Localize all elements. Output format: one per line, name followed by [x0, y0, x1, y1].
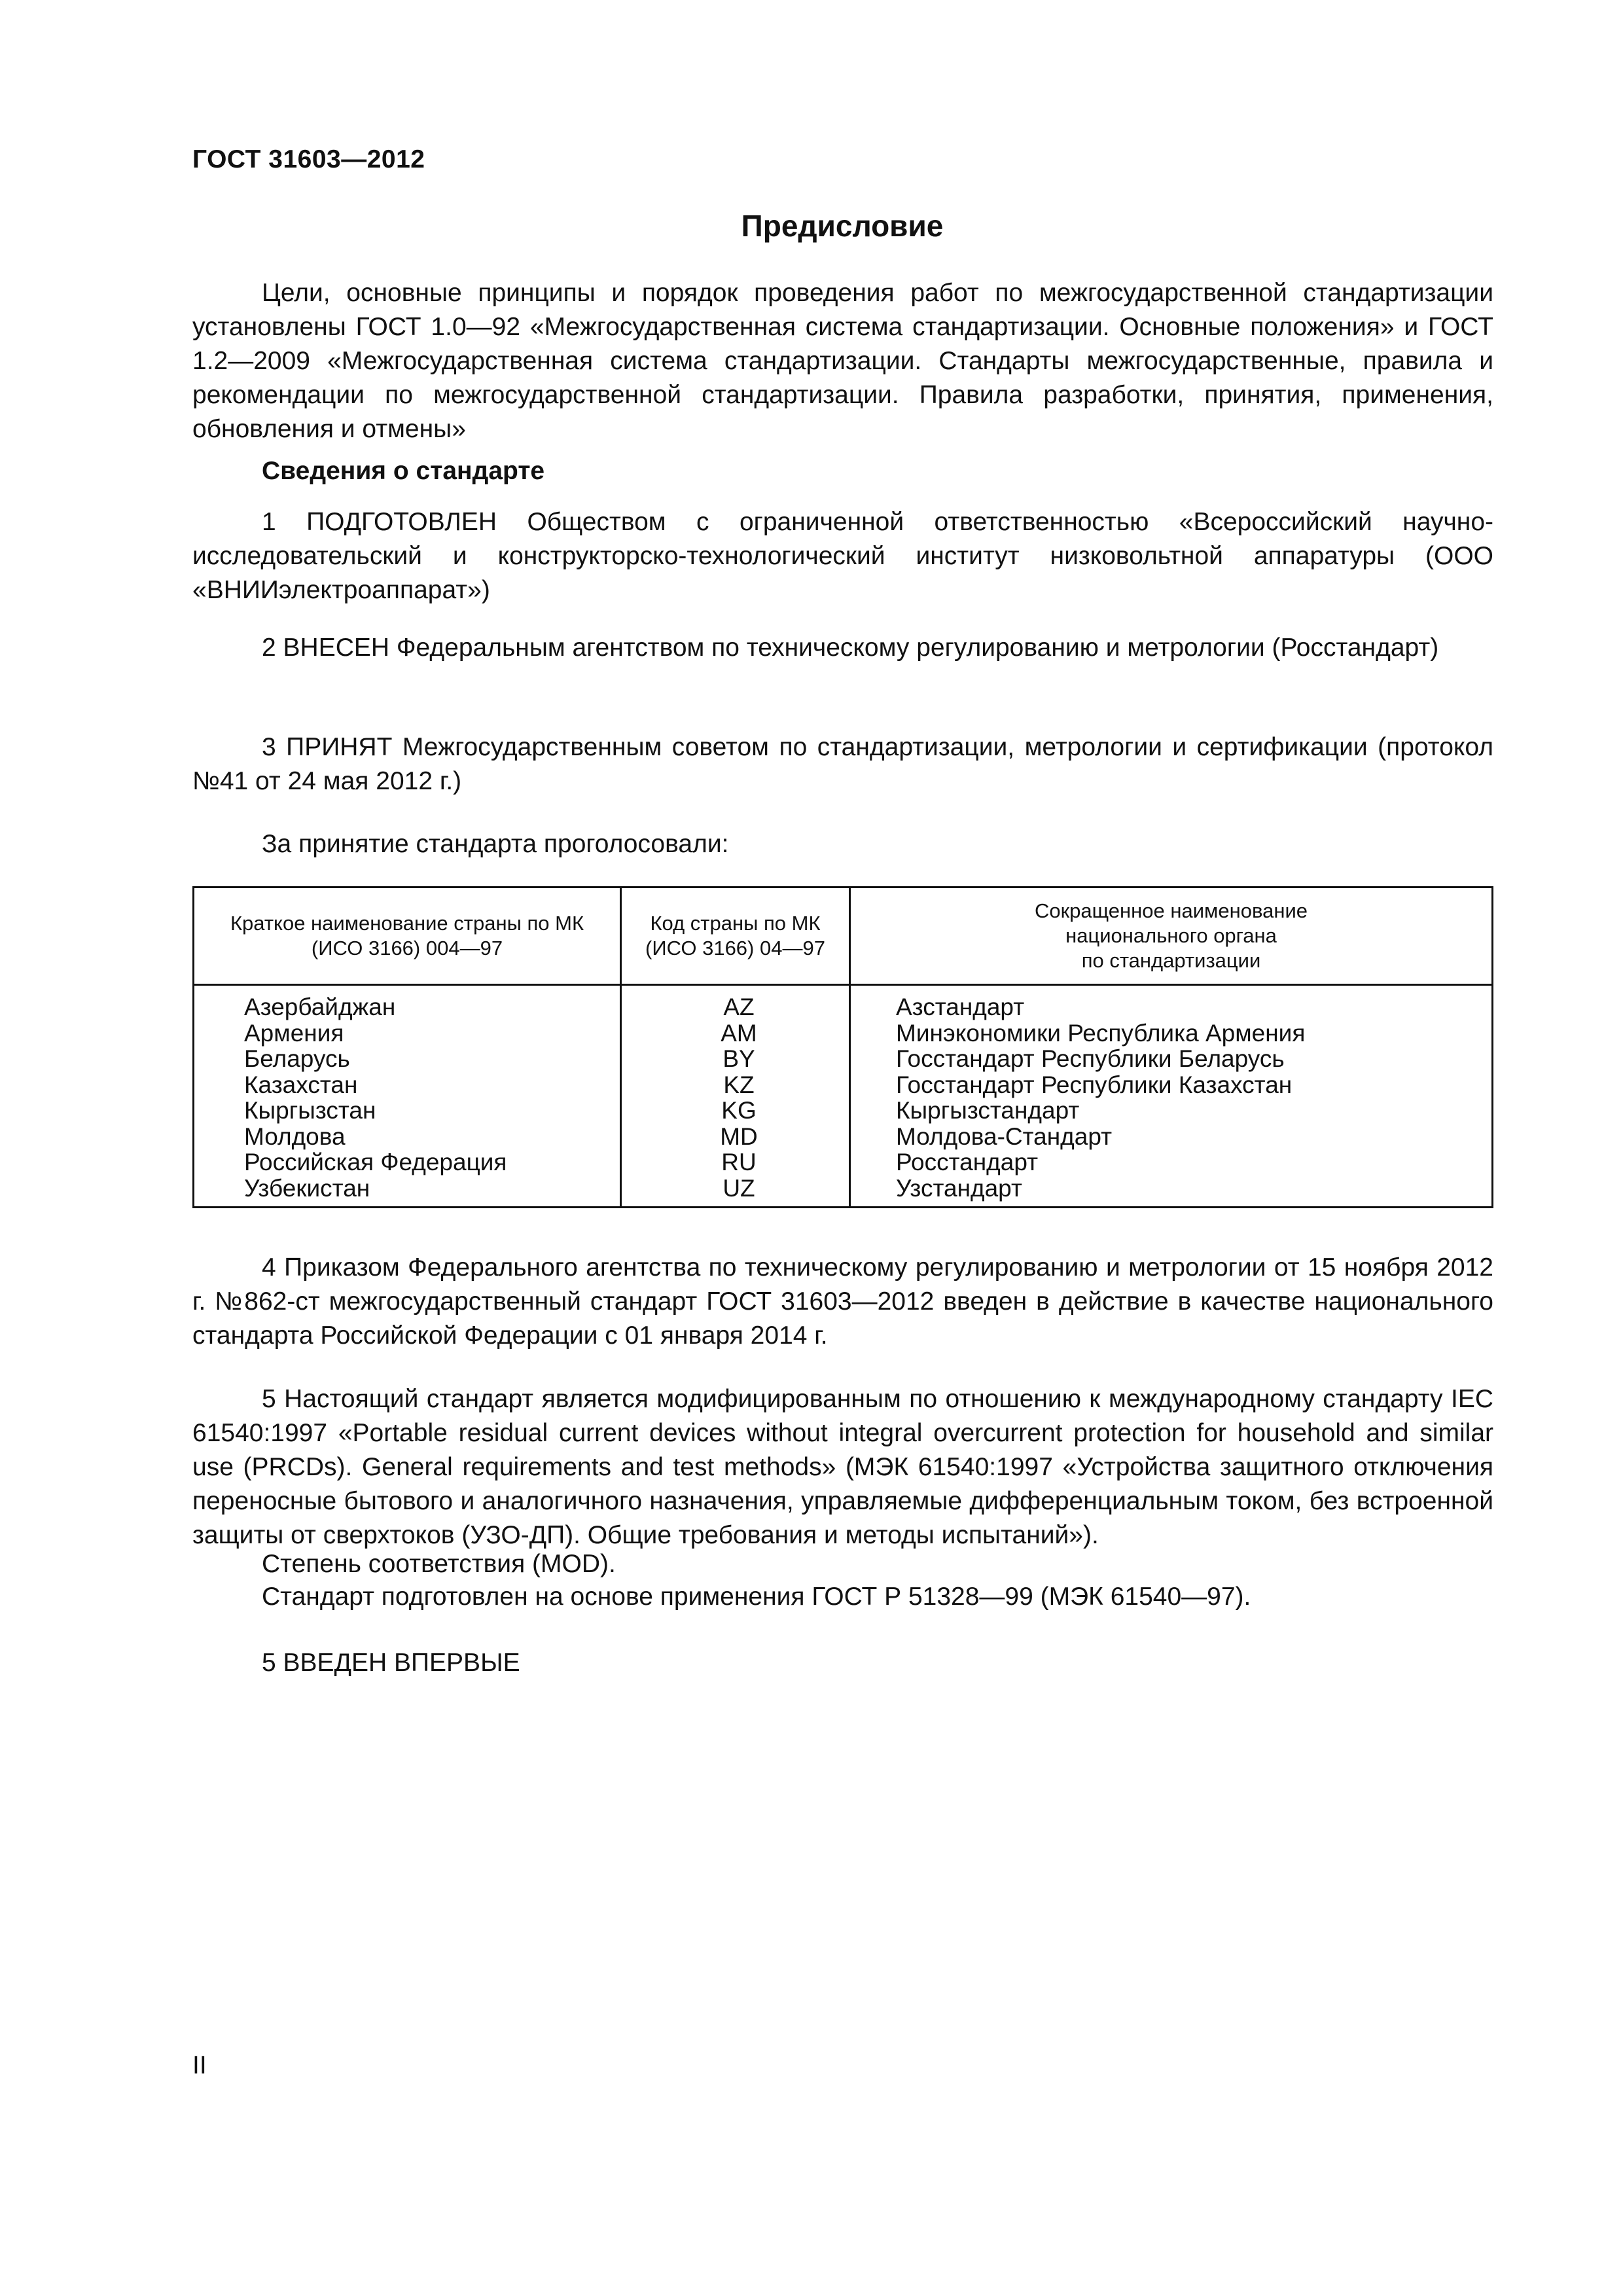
table-header-code — [622, 888, 849, 984]
code-cell: AM — [721, 1019, 757, 1047]
header-line: (ИСО 3166) 04—97 — [645, 937, 825, 960]
body-cell: Кыргызстандарт — [896, 1097, 1080, 1124]
foreword-text: Цели, основные принципы и порядок проведения работ по межгосударственной стандартизации установлены ГОСТ 1.0—92 «Межгосударственная система стандартизации. Основные положения» и ГОСТ 1.2—2009 «Межгосударственная система стандартизации. Стандарты межгосударственные, правила и рекомендации по межгосударственной стандартизации. Правила разработки, принятия, применения, обновления и отмены» — [192, 279, 1493, 443]
country-cell: Беларусь — [244, 1045, 350, 1072]
country-cell: Казахстан — [244, 1071, 358, 1098]
item-prepared — [192, 505, 1493, 607]
country-cell: Узбекистан — [244, 1174, 370, 1202]
document-id: ГОСТ 31603—2012 — [192, 145, 425, 173]
item-modified — [192, 1382, 1493, 1552]
header-line: Краткое наименование страны по МК — [230, 912, 584, 935]
item-submitted-text: 2 ВНЕСЕН Федеральным агентством по техническому регулированию и метрологии (Росстандарт) — [262, 634, 1439, 662]
item-prepared-text: 1 ПОДГОТОВЛЕН Обществом с ограниченной ответственностью «Всероссийский научно-исследовательский и конструкторско-технологический институт низковольтной аппаратуры (ООО «ВНИИэлектроаппарат») — [192, 508, 1493, 604]
country-column — [244, 994, 507, 1201]
code-cell: UZ — [722, 1174, 755, 1202]
item-enacted-text: 4 Приказом Федерального агентства по техническому регулированию и метрологии от 15 ноября 2012 г. №862-ст межгосударственный стандарт ГОСТ 31603—2012 введен в действие в качестве национального стандарта Российской Федерации с 01 января 2014 г. — [192, 1253, 1493, 1350]
body-column — [896, 994, 1305, 1201]
code-cell: AZ — [723, 994, 755, 1020]
header-line: Код страны по МК — [650, 912, 821, 935]
code-column — [620, 994, 858, 1201]
basis-text: Стандарт подготовлен на основе применения ГОСТ Р 51328—99 (МЭК 61540—97). — [262, 1583, 1251, 1611]
basis-statement — [192, 1580, 1493, 1614]
item-introduced-text: 5 ВВЕДЕН ВПЕРВЫЕ — [262, 1649, 520, 1677]
country-cell: Молдова — [244, 1122, 346, 1150]
item-submitted — [192, 631, 1493, 665]
body-cell: Госстандарт Республики Казахстан — [896, 1071, 1293, 1098]
body-cell: Росстандарт — [896, 1149, 1039, 1175]
vote-intro — [192, 827, 1493, 861]
page-number: II — [192, 2051, 207, 2079]
body-cell: Молдова-Стандарт — [896, 1122, 1113, 1150]
header-line: национального органа — [1065, 924, 1277, 947]
degree-text: Степень соответствия (MOD). — [262, 1550, 616, 1578]
code-cell: KG — [721, 1097, 757, 1124]
body-cell: Азстандарт — [896, 994, 1025, 1020]
item-introduced — [192, 1646, 1493, 1680]
vote-intro-text: За принятие стандарта проголосовали: — [262, 830, 729, 858]
table-header-body — [851, 888, 1491, 984]
page-title: Предисловие — [741, 209, 944, 243]
header-line: Сокращенное наименование — [1034, 899, 1308, 922]
item-modified-text: 5 Настоящий стандарт является модифицированным по отношению к международному стандарту IEC 61540:1997 «Portable residual current devices without integral overcurrent protection for household and similar use (PRCDs). General requirements and test methods» (МЭК 61540:1997 «Устройства защитного отключения переносные бытового и аналогичного назначения, управляемые дифференциальным током, без встроенной защиты от сверхтоков (УЗО-ДП). Общие требования и методы испытаний»). — [192, 1385, 1493, 1549]
code-cell: RU — [721, 1149, 757, 1175]
table-header-divider — [194, 984, 1491, 986]
country-cell: Армения — [244, 1019, 344, 1047]
code-cell: BY — [722, 1045, 755, 1072]
code-cell: MD — [720, 1122, 758, 1150]
code-cell: KZ — [723, 1071, 755, 1098]
body-cell: Госстандарт Республики Беларусь — [896, 1045, 1285, 1072]
standard-info-heading-text: Сведения о стандарте — [262, 457, 545, 485]
header-line: (ИСО 3166) 004—97 — [311, 937, 503, 960]
item-adopted — [192, 730, 1493, 798]
header-line: по стандартизации — [1081, 949, 1261, 972]
standard-info-heading — [192, 454, 1493, 488]
foreword-paragraph — [192, 276, 1493, 446]
country-cell: Азербайджан — [244, 994, 396, 1020]
table-header-country — [194, 888, 620, 984]
voting-countries-table — [192, 886, 1493, 1208]
country-cell: Кыргызстан — [244, 1097, 376, 1124]
degree-of-correspondence — [192, 1547, 1493, 1581]
body-cell: Узстандарт — [896, 1174, 1022, 1202]
item-enacted — [192, 1251, 1493, 1353]
country-cell: Российская Федерация — [244, 1149, 507, 1175]
item-adopted-text: 3 ПРИНЯТ Межгосударственным советом по стандартизации, метрологии и сертификации (протокол №41 от 24 мая 2012 г.) — [192, 733, 1493, 795]
body-cell: Минэкономики Республика Армения — [896, 1019, 1306, 1047]
